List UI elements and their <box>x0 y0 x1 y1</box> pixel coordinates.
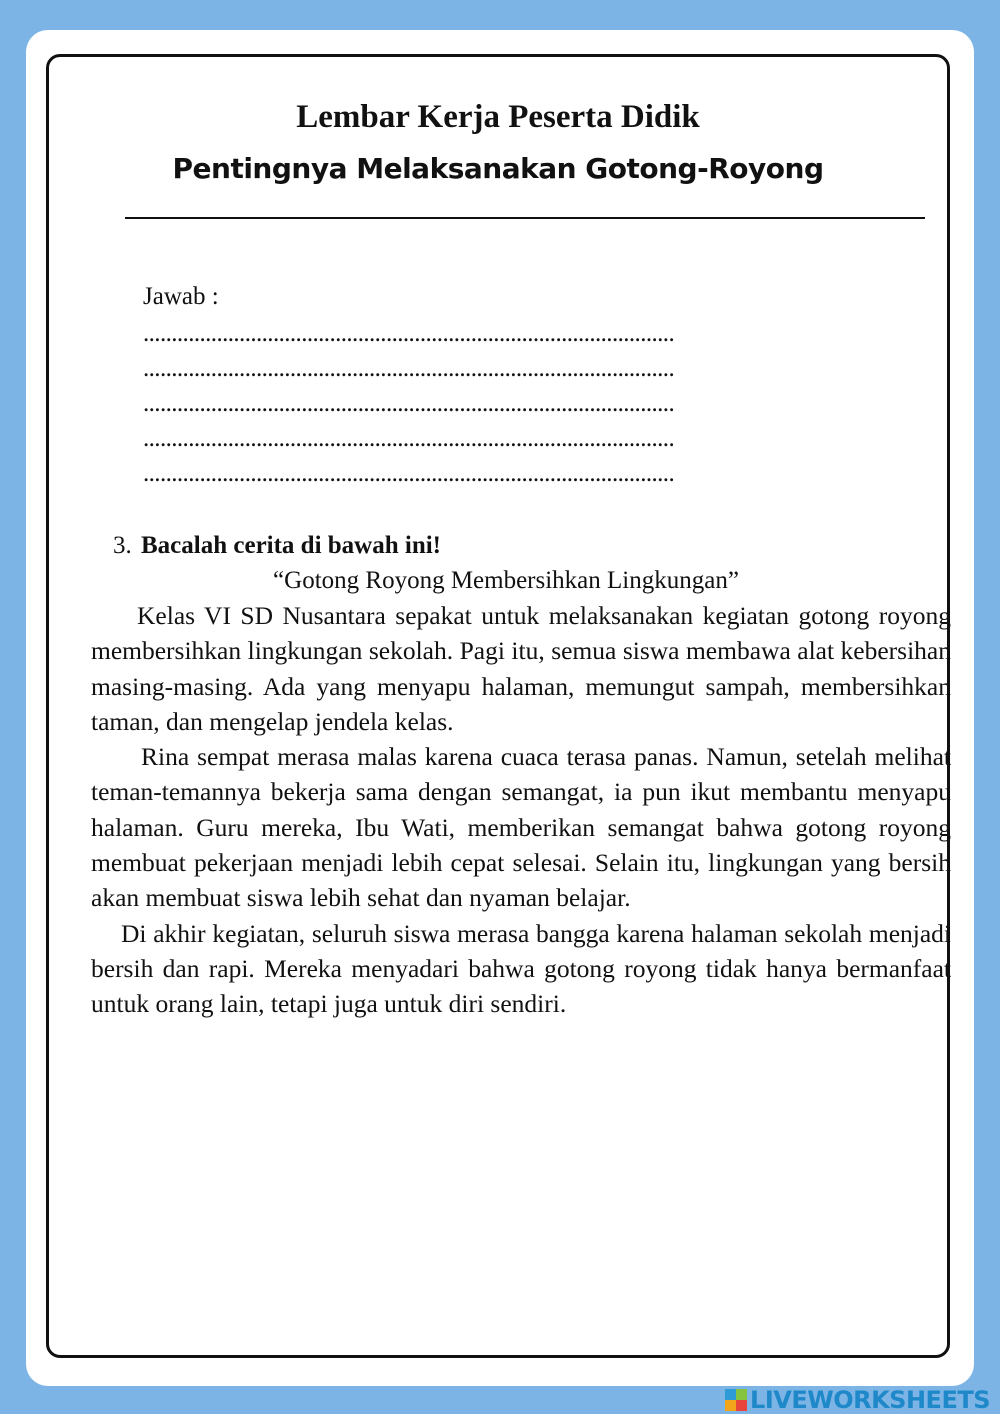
answer-line[interactable]: .............................................................................................. <box>143 320 675 347</box>
liveworksheets-logo-icon <box>725 1389 747 1411</box>
answer-line[interactable]: .............................................................................................. <box>143 390 675 417</box>
answer-line[interactable]: .............................................................................................. <box>143 355 675 382</box>
story-text <box>91 598 951 1022</box>
brand-name: LIVEWORKSHEETS <box>750 1386 990 1414</box>
story-paragraph: Di akhir kegiatan, seluruh siswa merasa bangga karena halaman sekolah menjadi bersih dan rapi. Mereka menyadari bahwa gotong royong tidak hanya bermanfaat untuk orang lain, tetapi juga untuk diri sendiri. <box>91 918 951 1019</box>
story-paragraph: Rina sempat merasa malas karena cuaca terasa panas. Namun, setelah melihat teman-temannya bekerja sama dengan semangat, ia pun ikut membantu menyapu halaman. Guru mereka, Ibu Wati, memberikan semangat bahwa gotong royong membuat pekerjaan menjadi lebih cepat selesai. Selain itu, lingkungan yang bersih akan membuat siswa lebih sehat dan nyaman belajar. <box>91 742 951 913</box>
question-instruction: Bacalah cerita di bawah ini! <box>141 532 442 559</box>
worksheet-page <box>26 30 974 1386</box>
answer-label: Jawab : <box>143 283 219 310</box>
answer-line[interactable]: .............................................................................................. <box>143 460 675 487</box>
page-title: Lembar Kerja Peserta Didik <box>296 99 700 135</box>
title-divider <box>125 217 925 219</box>
worksheet-frame <box>46 54 950 1358</box>
answer-block <box>143 280 943 491</box>
answer-line[interactable]: .............................................................................................. <box>143 425 675 452</box>
story-title: “Gotong Royong Membersihkan Lingkungan” <box>273 567 739 594</box>
liveworksheets-brand <box>725 1388 990 1412</box>
story-paragraph: Kelas VI SD Nusantara sepakat untuk melaksanakan kegiatan gotong royong membersihkan lingkungan sekolah. Pagi itu, semua siswa membawa alat kebersihan masing-masing. Ada yang menyapu halaman, memungut sampah, membersihkan taman, dan mengelap jendela kelas. <box>91 601 951 736</box>
question-3 <box>113 529 441 563</box>
page-subtitle: Pentingnya Melaksanakan Gotong-Royong <box>172 152 824 185</box>
question-number: 3. <box>113 532 132 559</box>
